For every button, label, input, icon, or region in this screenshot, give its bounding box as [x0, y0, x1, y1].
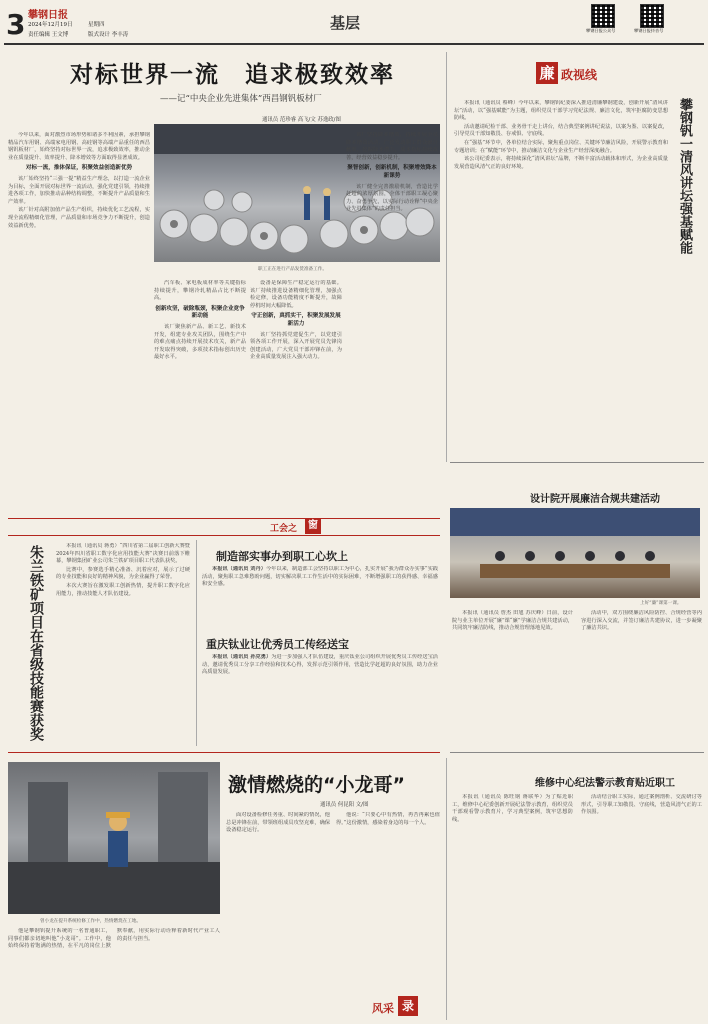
paper-name: 攀钢日报	[28, 10, 68, 21]
lead-col1-para2: 该厂始终坚持“三强一提”精益生产理念，以打造一流企业为目标，全面开展对标世界一流活动，强化党建引领，持续推进各项工作，加快推动品种结构调整，不断提升产品质量和生产效率。	[8, 175, 150, 205]
worker-illustration	[8, 762, 220, 914]
chongqing-para: 为进一步加强人才队伍建设，重庆钛业公司组织开展优秀员工传经送宝活动，邀请优秀员工分享工作经验和技术心得，发挥示范引领作用，营造比学赶超的良好氛围，助力企业高质量发展。	[202, 654, 438, 676]
design-institute-title: 设计院开展廉洁合规共建活动	[530, 494, 660, 505]
design-line: 版式设计 李丰涛	[88, 32, 129, 38]
manufacturing-para: 今年以来，制造部工会坚持以职工为中心，扎实开展“我为群众办实事”实践活动，聚焦职工急难愁盼问题，切实解决职工工作生活中的实际困难，不断增强职工的获得感、幸福感和安全感。	[202, 566, 438, 588]
page-number: 3	[6, 8, 26, 41]
issue-weekday: 星期四	[88, 22, 105, 28]
lead-col1-para3: 该厂针对高附加值产品生产组织，持续优化工艺流程，实现全流程精细化管理，产品质量和市场竞争力不断提升，创造效益新优势。	[8, 207, 150, 229]
lead-col-1	[8, 132, 150, 510]
feature-right-col	[226, 812, 440, 994]
fengcai-tag-prefix: 风采	[372, 1002, 394, 1015]
qr-label-douyin: 攀钢日报抖音号	[634, 28, 664, 33]
editor-line: 责任编辑 王文博	[28, 32, 69, 38]
lead-col2-para2: 该厂聚焦新产品、新工艺、新技术开发，组建专业攻关团队，围绕生产中的难点痛点持续开展技术攻关，新产品开发取得突破，多项技术指标创出历史最好水平。	[154, 323, 246, 361]
bottom-right-rule	[446, 758, 447, 1020]
lead-col1-para1: 今年以来，面对激烈市场形势和诸多不利因素，承担攀钢精品汽车用钢、高端家电用钢、高硅钢等高端产品重任的西昌钢钒板材厂，始终坚持对标世界一流，追求极致效率，推动企业在质量提升、效率提升、降本增效等方面取得显著成效。	[8, 132, 150, 161]
lead-col-3	[250, 280, 342, 510]
lead-col3-para1: 设备是保障生产稳定运行的基础。该厂持续推进设备精细化管理，加强点检定修，设备功能精度不断提升，故障停机时间大幅降低。	[250, 280, 342, 309]
lian-para2: 活动邀请纪检干部、业务骨干走上讲台，结合典型案例讲纪说法，以案为鉴、以案促改，引导党员干部知敬畏、存戒惧、守底线。	[454, 123, 668, 138]
qr-label-newspaper: 攀钢日报公众号	[586, 28, 616, 33]
design-institute-para1: 本报讯（通讯员 詹杰 田旭 苏庆峰）日前，设计院与业主单位开展“廉”课“廉”学廉洁合规共建活动，共同筑牢廉洁防线，推动合规管理落地见效。	[452, 610, 573, 632]
lian-para1: 本报讯（通讯员 蔡峰）今年以来，攀钢钒纪委深入推进清廉攀钢建设，创新开展“清风讲坛”活动，以“强基赋能”为主题，组织党员干部学习党纪法规、廉洁文化，筑牢拒腐防变思想防线。	[454, 100, 668, 122]
zhulan-vertical-title: 朱兰铁矿项目在省级技能赛获奖	[28, 545, 44, 741]
manufacturing-body	[202, 566, 438, 628]
lead-col3-para2: 该厂坚持抓党建促生产，以党建引领各项工作开展，深入开展党员先锋岗创建活动，广大党员干部冲锋在前，为企业高质量发展注入强大动力。	[250, 331, 342, 361]
maintenance-body	[452, 794, 702, 1020]
design-institute-body	[452, 610, 702, 746]
section-title: 基层	[330, 14, 361, 32]
lian-bottom-rule	[450, 462, 704, 463]
zhulan-para3: 本次大赛旨在激发职工创新热情，提升职工数字化应用能力，推动技能人才队伍建设。	[56, 582, 190, 597]
maintenance-para1: 本报讯（通讯员 陈旺钢 蒋联华）为了贴近职工，维修中心纪委创新开展纪法警示教育，组织党员干部观看警示教育片，学习典型案例，筑牢思想防线。	[452, 794, 573, 823]
chongqing-byline: 本报讯（通讯员 孙克勇）	[212, 654, 272, 660]
lead-col-2	[154, 280, 246, 510]
zhulan-body	[56, 543, 190, 743]
lead-photo-caption: 职工正在进行产品发货准备工作。	[258, 267, 327, 272]
lian-column-tag: 廉	[536, 62, 558, 84]
feature-photo	[8, 762, 220, 914]
lead-col3-heading1: 守正创新，真抓实干，积聚发展发展新活力	[251, 313, 341, 327]
feature-left-col	[8, 928, 220, 1020]
qr-code-douyin[interactable]	[640, 4, 664, 28]
fengcai-tag-char: 录	[398, 996, 418, 1016]
design-institute-photo	[450, 508, 700, 598]
qr-code-newspaper[interactable]	[591, 4, 615, 28]
chongqing-title: 重庆钛业让优秀员工传经送宝	[206, 638, 349, 651]
lian-vertical-title: 攀钢钒一清风讲坛强基赋能	[677, 98, 692, 254]
lian-column-title: 政视线	[561, 68, 598, 82]
union-inner-rule	[196, 540, 197, 746]
chongqing-body	[202, 654, 438, 742]
workers-union-tag-prefix: 工会之	[270, 524, 298, 534]
maintenance-para2: 活动结合职工实际，通过案例剖析、交流研讨等形式，引导职工知敬畏、守底线，营造风清气正的工作氛围。	[581, 794, 702, 816]
lian-para4: 该公司纪委表示，将持续深化“清风讲坛”品牌，不断丰富活动载体和形式，为企业高质量发展营造风清气正的良好环境。	[454, 156, 668, 170]
lead-col4-para2: 该厂健全完善激励机制，营造比学赶超的浓厚氛围，全体干部职工凝心聚力、奋勇争先，以实际行动诠释“中央企业先进集体”的责任担当。	[346, 183, 438, 213]
page-header	[0, 0, 708, 44]
zhulan-para1: 本报讯（通讯员 蒋勇）“四川省第二届职工创新大赛暨2024年四川省职工数字化应用技能大赛”决赛日前落下帷幕，攀钢集团矿业公司朱兰铁矿项目职工代表队获奖。	[56, 543, 190, 565]
lead-col2-heading1: 创新攻坚，破除瓶颈，积聚企业竞争新动能	[155, 305, 245, 320]
design-institute-photo-caption: 上好“廉”课第一课。	[640, 601, 682, 606]
maintenance-title: 维修中心纪法警示教育贴近职工	[535, 778, 675, 789]
manufacturing-byline: 本报讯（通讯员 刘丹）	[212, 566, 266, 572]
workers-union-banner	[8, 518, 440, 536]
feature-headline: 激情燃烧的“小龙哥”	[228, 774, 405, 796]
lead-col-4	[346, 132, 438, 510]
feature-para1: 他是攀钢钒提升系统的一名普通职工，同事们都亲切地叫他“小龙哥”。工作中，他始终保持着饱满的热情，在平凡的岗位上默默奉献，用实际行动诠释着新时代产业工人的责任与担当。	[8, 928, 220, 950]
meeting-illustration	[450, 508, 700, 598]
feature-photo-caption: 曾小龙在提升系统检修工作中，热情燃烧在工地。	[40, 919, 142, 924]
design-institute-bottom-rule	[450, 752, 704, 753]
header-divider	[4, 43, 704, 45]
union-bottom-rule	[8, 752, 440, 753]
lead-headline: 对标世界一流 追求极致效率	[70, 62, 395, 88]
lead-subhead: ——记“中央企业先进集体”西昌钢钒板材厂	[160, 94, 322, 104]
lead-col1-heading1: 对标一流，推体保证，积聚效益创造新优势	[25, 165, 133, 172]
lead-right-rule	[446, 52, 447, 462]
lead-col2-para1: 汽车板、家电板成材率等关键指标持续提升，攀钢冷轧精品占比不断提高。	[154, 280, 246, 302]
workers-union-tag-char: 窗	[305, 518, 321, 534]
manufacturing-title: 制造部实事办到职工心坎上	[216, 550, 348, 563]
feature-para2: 面对设备检修任务重、时间紧的情况，他总是冲锋在前，带领班组成员攻坚克难，确保设备稳定运行。	[226, 812, 330, 834]
lead-col4-heading1: 聚智创新，创新机制，积聚增效降本新课势	[347, 165, 437, 179]
zhulan-para2: 比赛中，参赛选手精心准备、沉着应对，展示了过硬的专业技能和良好的精神风貌，为企业赢得了荣誉。	[56, 566, 190, 581]
lian-para3: 在“强基”环节中，各单位结合实际，聚焦重点岗位、关键环节廉洁风险，开展警示教育和专题培训；在“赋能”环节中，推动廉洁文化与企业生产经营深度融合。	[454, 139, 668, 154]
issue-date: 2024年12月19日	[28, 22, 73, 28]
lead-col4-para1: 该厂坚持降本增效，持续开展全员降本增效活动，广泛发动职工群众献计献策，挖掘降本潜力，成本指标持续改善，经营效益稳步提升。	[346, 132, 438, 161]
feature-byline: 通讯员 何昆阳 文/图	[320, 802, 369, 808]
lian-body	[454, 100, 668, 458]
feature-para3: 他说：“只要心中有热情，再苦再累也值得。”这份激情，感染着身边的每一个人。	[336, 812, 440, 826]
design-institute-para2: 活动中，双方围绕廉洁风险防控、合规经营等内容进行深入交流，并签订廉洁共建协议，进一步凝聚了廉洁共识。	[581, 610, 702, 632]
lead-byline: 通讯员 范珍睿 高飞/文 苏逸政/图	[262, 117, 341, 123]
